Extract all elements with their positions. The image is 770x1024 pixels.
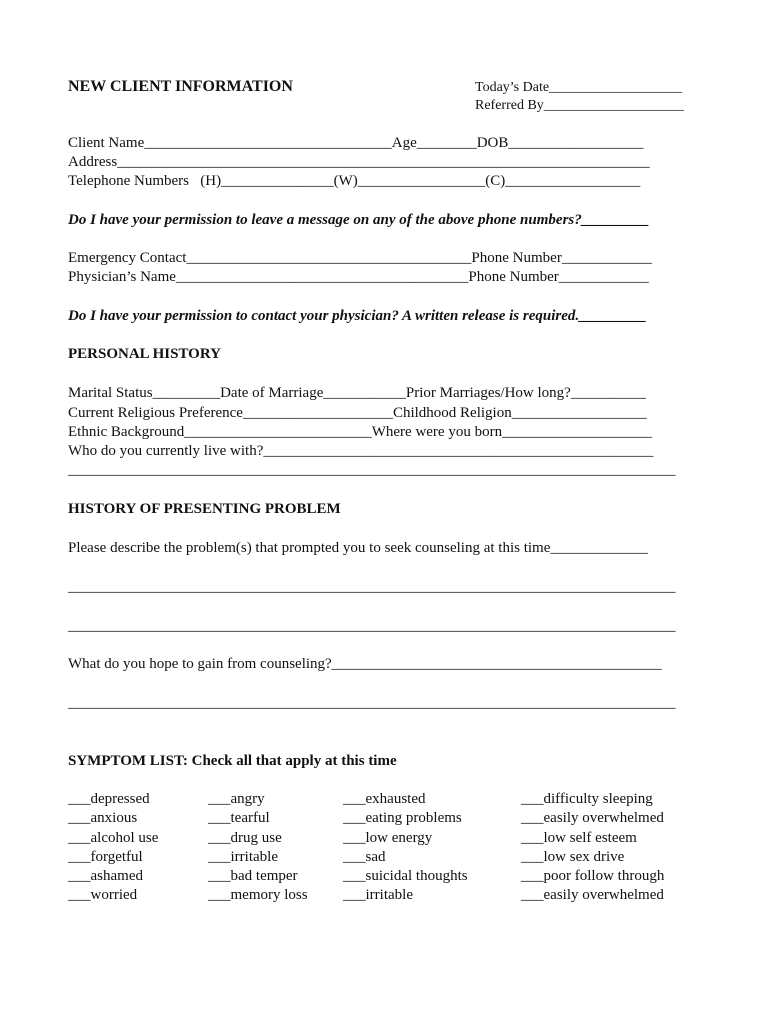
symptom-checkbox[interactable]: ___difficulty sleeping <box>521 791 653 807</box>
symptom-checkbox[interactable]: ___easily overwhelmed <box>521 887 664 903</box>
referred-by-field[interactable]: Referred By____________________ <box>475 98 684 113</box>
emergency-contact-field[interactable]: Emergency Contact______________________________________Phone Number____________ <box>68 250 652 266</box>
address-field[interactable]: Address_______________________________________________________________________ <box>68 154 650 170</box>
symptom-checkbox[interactable]: ___ashamed <box>68 868 143 884</box>
symptom-checkbox[interactable]: ___sad <box>343 849 386 865</box>
problem-description-field[interactable]: Please describe the problem(s) that prompted you to seek counseling at this time_____________ <box>68 540 648 556</box>
physician-name-field[interactable]: Physician’s Name_______________________________________Phone Number____________ <box>68 269 649 285</box>
symptom-checkbox[interactable]: ___memory loss <box>208 887 308 903</box>
problem-answer-line-2[interactable]: _________________________________________________________________________________ <box>68 618 676 634</box>
ethnic-background-field[interactable]: Ethnic Background_________________________Where were you born____________________ <box>68 424 653 440</box>
form-title: NEW CLIENT INFORMATION <box>68 78 293 95</box>
religion-field[interactable]: Current Religious Preference____________________Childhood Religion__________________ <box>68 405 647 421</box>
symptom-list-heading: SYMPTOM LIST: Check all that apply at this time <box>68 753 397 769</box>
symptom-checkbox[interactable]: ___drug use <box>208 830 282 846</box>
client-name-age-dob-field[interactable]: Client Name_________________________________Age________DOB__________________ <box>68 135 644 151</box>
symptom-checkbox[interactable]: ___easily overwhelmed <box>521 810 664 826</box>
symptom-checkbox[interactable]: ___worried <box>68 887 138 903</box>
symptom-checkbox[interactable]: ___tearful <box>208 810 270 826</box>
telephone-numbers-field[interactable]: Telephone Numbers (H)_______________(W)_________________(C)__________________ <box>68 173 641 189</box>
todays-date-field[interactable]: Today’s Date___________________ <box>475 80 683 95</box>
marital-status-field[interactable]: Marital Status_________Date of Marriage___________Prior Marriages/How long?__________ <box>68 385 646 401</box>
symptom-checkbox[interactable]: ___angry <box>208 791 265 807</box>
symptom-checkbox[interactable]: ___irritable <box>343 887 413 903</box>
presenting-problem-heading: HISTORY OF PRESENTING PROBLEM <box>68 501 341 517</box>
symptom-checkbox[interactable]: ___poor follow through <box>521 868 665 884</box>
symptom-checkbox[interactable]: ___suicidal thoughts <box>343 868 468 884</box>
symptom-checkbox[interactable]: ___irritable <box>208 849 278 865</box>
symptom-checkbox[interactable]: ___alcohol use <box>68 830 159 846</box>
symptom-checkbox[interactable]: ___exhausted <box>343 791 426 807</box>
symptom-checkbox[interactable]: ___low energy <box>343 830 433 846</box>
symptom-checkbox[interactable]: ___low self esteem <box>521 830 637 846</box>
live-with-continuation-line[interactable]: _________________________________________________________________________________ <box>68 462 676 478</box>
symptom-checkbox[interactable]: ___forgetful <box>68 849 143 865</box>
personal-history-heading: PERSONAL HISTORY <box>68 346 221 362</box>
symptom-checkbox[interactable]: ___depressed <box>68 791 150 807</box>
physician-contact-permission-field[interactable]: Do I have your permission to contact your physician? A written release is required._________ <box>68 308 647 324</box>
live-with-field[interactable]: Who do you currently live with?____________________________________________________ <box>68 443 654 459</box>
symptom-checkbox[interactable]: ___eating problems <box>343 810 462 826</box>
symptom-checkbox[interactable]: ___anxious <box>68 810 138 826</box>
counseling-goal-field[interactable]: What do you hope to gain from counseling?____________________________________________ <box>68 656 662 672</box>
symptom-checkbox[interactable]: ___low sex drive <box>521 849 625 865</box>
symptom-checkbox[interactable]: ___bad temper <box>208 868 298 884</box>
counseling-goal-answer-line[interactable]: _________________________________________________________________________________ <box>68 695 676 711</box>
problem-answer-line-1[interactable]: _________________________________________________________________________________ <box>68 579 676 595</box>
phone-message-permission-field[interactable]: Do I have your permission to leave a message on any of the above phone numbers?_________ <box>68 212 650 228</box>
